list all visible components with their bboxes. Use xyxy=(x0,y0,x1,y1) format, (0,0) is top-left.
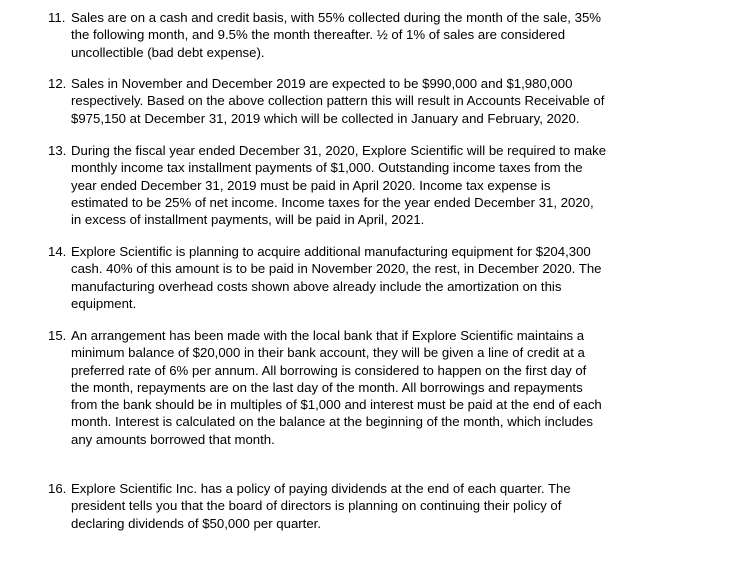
item-number: 15. xyxy=(48,328,67,343)
item-text: Explore Scientific Inc. has a policy of paying dividends at the end of each quarter. The president tells you that the board of directors is planning on continuing their policy of declaring dividends of $50,000 per quarter. xyxy=(71,481,571,531)
list-item-15 xyxy=(48,327,716,448)
list-item-12 xyxy=(48,75,716,127)
list-item-16 xyxy=(48,480,716,532)
list-item-11 xyxy=(48,9,716,61)
item-text: An arrangement has been made with the local bank that if Explore Scientific maintains a minimum balance of $20,000 in their bank account, they will be given a line of credit at a preferred rate of 6% per annum. All borrowing is considered to happen on the first day of the month, repayments are on the last day of the month. All borrowings and repayments from the bank should be in multiples of $1,000 and interest must be paid at the end of each month. Interest is calculated on the balance at the beginning of the month, which includes any amounts borrowed that month. xyxy=(71,328,602,447)
item-number: 12. xyxy=(48,76,67,91)
item-number: 16. xyxy=(48,481,67,496)
list-item-13 xyxy=(48,142,716,228)
list-item-14 xyxy=(48,243,716,312)
item-number: 11. xyxy=(48,10,66,25)
item-number: 13. xyxy=(48,143,67,158)
item-text: During the fiscal year ended December 31, 2020, Explore Scientific will be required to make monthly income tax installment payments of $1,000. Outstanding income taxes from the year ended December 31, 2019 must be paid in April 2020. Income tax expense is estimated to be 25% of net income. Income taxes for the year ended December 31, 2020, in excess of installment payments, will be paid in April, 2021. xyxy=(71,143,607,228)
item-text: Sales are on a cash and credit basis, with 55% collected during the month of the sale, 35% the following month, and 9.5% the month thereafter. ½ of 1% of sales are considered uncollectible (bad debt expense). xyxy=(71,10,602,60)
item-number: 14. xyxy=(48,244,67,259)
item-text: Explore Scientific is planning to acquire additional manufacturing equipment for $204,300 cash. 40% of this amount is to be paid in November 2020, the rest, in December 2020. The manufacturing overhead costs shown above already include the amortization on this equipment. xyxy=(71,244,602,311)
item-text: Sales in November and December 2019 are expected to be $990,000 and $1,980,000 respectively. Based on the above collection pattern this will result in Accounts Receivable of $975,150 at December 31, 2019 which will be collected in January and February, 2020. xyxy=(71,76,605,126)
